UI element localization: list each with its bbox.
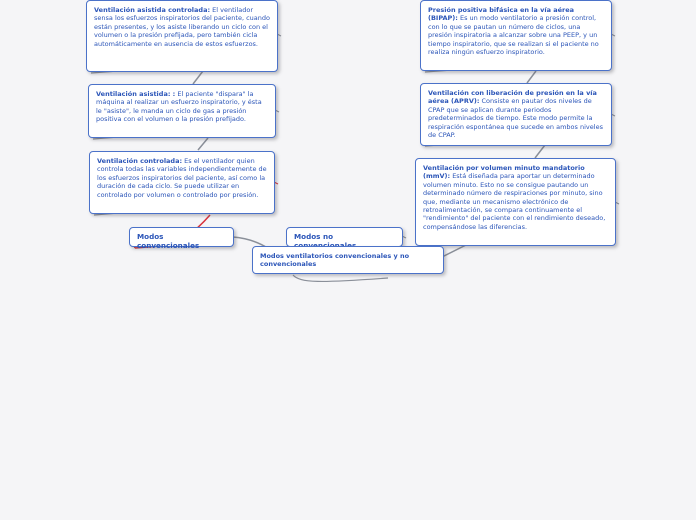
node-text: Está diseñada para aportar un determinado volumen minuto. Esto no se consigue pautando un determinado número de respiraciones por minuto, sino que, mediante un mecanismo electrónico de retroalimentación, se compara continuamente el "rendimiento" del paciente con el rendimiento deseado, compensándose las diferencias.: [423, 172, 606, 231]
node-aprv[interactable]: [420, 83, 612, 146]
node-ventilacion-controlada[interactable]: [89, 151, 275, 214]
node-label: Modos no: [294, 232, 334, 241]
node-title: Ventilación con liberación de presión en la vía aérea (APRV):: [428, 89, 597, 106]
node-title: Ventilación controlada:: [97, 157, 183, 165]
node-text: El paciente "dispara" la máquina al realizar un esfuerzo inspiratorio, y ésta le "asiste", le manda un ciclo de gas a presión positiva con el volumen o la presión prefijado.: [96, 90, 262, 124]
node-ventilacion-asistida-controlada[interactable]: [86, 0, 278, 72]
link-left-1-2: [193, 71, 203, 84]
link-right-1-2: [527, 71, 536, 83]
node-modos-convencionales[interactable]: [129, 227, 234, 251]
node-text: El ventilador sensa los esfuerzos inspiratorios del paciente, cuando están presentes, y los asiste liberando un ciclo con el volumen o la presión prefijada, pero también cicla automáticamente en ausencia de estos esfuerzos.: [94, 6, 270, 48]
node-title: Ventilación asistida: :: [96, 90, 176, 98]
node-text: Es un modo ventilatorio a presión control, con lo que se pautan un número de ciclos, una presión inspiratoria a alcanzar sobre una PEEP, y un tiempo inspiratorio, que se realizan si el paciente no realiza ningún esfuerzo inspiratorio.: [428, 14, 599, 57]
node-title: Presión positiva bifásica en la vía aérea (BIPAP):: [428, 6, 575, 23]
node-bipap[interactable]: [420, 0, 612, 71]
node-title: Ventilación por volumen minuto mandatorio (mmV):: [423, 164, 585, 181]
node-modos-no-convencionales[interactable]: [286, 227, 403, 247]
node-ventilacion-asistida[interactable]: [88, 84, 276, 138]
node-root[interactable]: [252, 246, 444, 274]
node-title: Ventilación asistida controlada:: [94, 6, 211, 14]
link-left-2-3: [198, 138, 208, 150]
node-mmv[interactable]: [415, 158, 616, 246]
node-label: Modos convencionales: [137, 232, 200, 251]
node-text: Es el ventilador quien controla todas las variables independientemente de los esfuerzos inspiratorios del paciente, así como la duración de cada ciclo. Se puede utilizar en controlado por volumen o controlado por presión.: [97, 157, 267, 199]
root-label: Modos ventilatorios convencionales y no convencionales: [260, 252, 410, 269]
link-right-2-3: [535, 145, 545, 158]
node-text: Consiste en pautar dos niveles de CPAP que se aplican durante periodos predeterminados de tiempo. Este modo permite la respiración espontánea que sucede en ambos niveles de CPAP.: [428, 97, 603, 140]
link-root-under: [293, 275, 388, 281]
